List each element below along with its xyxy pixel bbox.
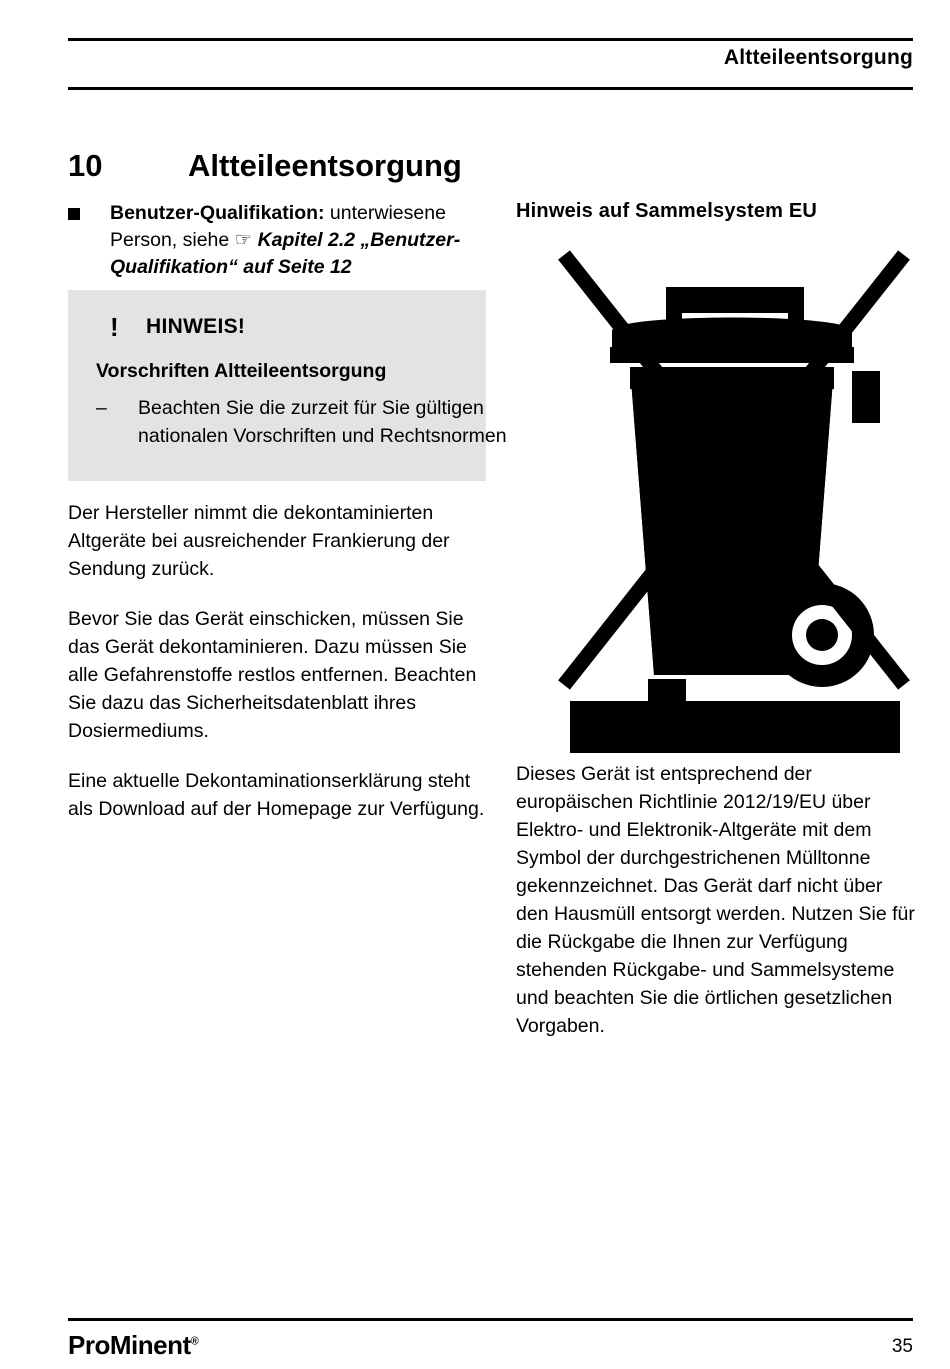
- page-number: 35: [891, 1336, 913, 1357]
- footer-rule: [68, 1318, 913, 1321]
- header-rule-bottom: [68, 87, 913, 90]
- notice-item-text: Beachten Sie die zurzeit für Sie gültigen nationalen Vorschriften und Rechtsnormen: [138, 397, 507, 447]
- right-column: [516, 200, 916, 753]
- exclamation-icon: !: [110, 312, 119, 342]
- chapter-heading: [68, 148, 568, 184]
- body-paragraph: Bevor Sie das Gerät einschicken, müssen Sie das Gerät dekontaminieren. Dazu müssen Sie alle Gefahrenstoffe restlos entfernen. Beachten Sie dazu das Sicherheitsdatenblatt ihres Dosiermediums.: [68, 608, 477, 742]
- header-rule-top: [68, 38, 913, 41]
- qualification-reference: Kapitel 2.2 „Benutzer-Qualifikation“ auf Seite 12: [110, 229, 461, 278]
- qualification-text: unterwiesene Person, siehe: [110, 202, 446, 251]
- square-bullet-icon: [68, 208, 80, 220]
- notice-heading: HINWEIS!: [146, 315, 246, 338]
- header-title: Altteileentsorgung: [723, 46, 913, 69]
- pointing-hand-icon: ☞: [234, 229, 253, 251]
- crossed-out-wheelie-bin-icon: [552, 243, 914, 753]
- body-paragraphs: [68, 499, 491, 845]
- logo-minent: Minent: [109, 1330, 191, 1360]
- right-column-heading: Hinweis auf Sammelsystem EU: [516, 200, 818, 222]
- page-footer: [68, 1318, 913, 1358]
- qualification-label: Benutzer-Qualifikation:: [110, 202, 325, 224]
- notice-title: Vorschriften Altteileentsorgung: [96, 360, 387, 382]
- chapter-number: 10: [68, 148, 103, 183]
- body-paragraph: Der Hersteller nimmt die dekontaminierten Altgeräte bei ausreichender Frankierung der Sendung zurück.: [68, 502, 450, 580]
- qualification-block: [68, 200, 486, 281]
- logo-pro: Pro: [68, 1330, 110, 1360]
- body-paragraph: Eine aktuelle Dekontaminationserklärung steht als Download auf der Homepage zur Verfügung.: [68, 770, 485, 820]
- prominent-logo: [68, 1330, 198, 1361]
- chapter-title: Altteileentsorgung: [188, 148, 462, 183]
- weee-symbol: [552, 243, 914, 753]
- right-column-paragraphs: [516, 760, 916, 1040]
- page-header: [68, 38, 913, 90]
- dash-bullet-icon: –: [96, 397, 107, 419]
- notice-box: [68, 290, 507, 481]
- weee-description: Dieses Gerät ist entsprechend der europäischen Richtlinie 2012/19/EU über Elektro- und Elektronik-Altgeräte mit dem Symbol der durchgestrichenen Mülltonne gekennzeichnet. Das Gerät darf nicht über den Hausmüll entsorgt werden. Nutzen Sie für die Rückgabe die Ihnen zur Verfügung stehenden Rückgabe- und Sammelsysteme und beachten Sie die örtlichen gesetzlichen Vorgaben.: [516, 763, 915, 1037]
- logo-registered-icon: ®: [190, 1335, 199, 1348]
- notice-list-item: [96, 395, 508, 450]
